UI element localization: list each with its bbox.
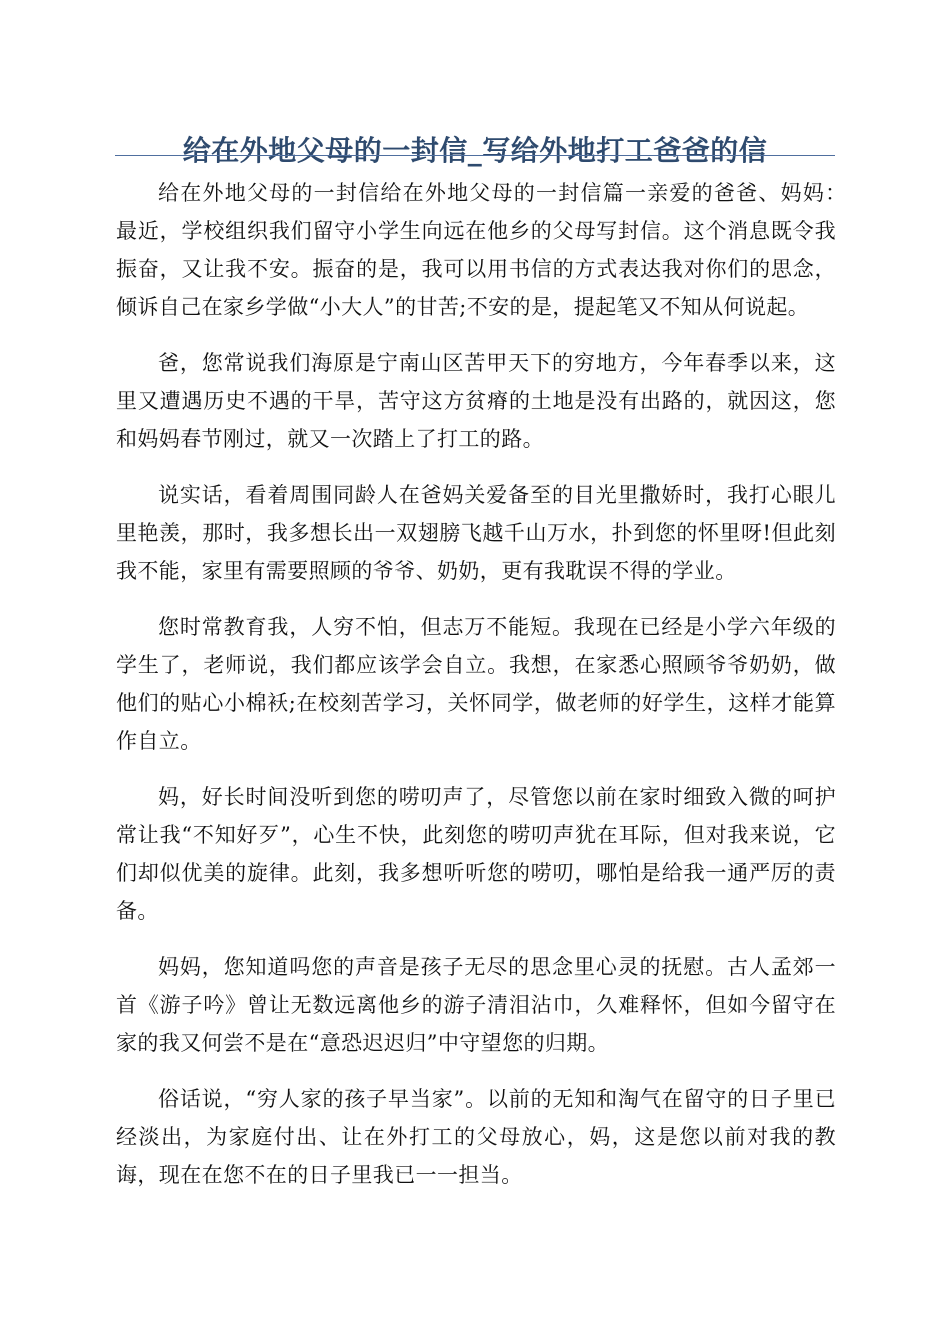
document-body [116,174,858,1212]
paragraph: 爸，您常说我们海原是宁南山区苦甲天下的穷地方，今年春季以来，这里又遭遇历史不遇的干旱，苦守这方贫瘠的土地是没有出路的，就因这，您和妈妈春节刚过，就又一次踏上了打工的路。 [116,351,836,451]
document-title: 给在外地父母的一封信_写给外地打工爸爸的信 [182,133,768,167]
paragraph: 您时常教育我，人穷不怕，但志万不能短。我现在已经是小学六年级的学生了，老师说，我们都应该学会自立。我想，在家悉心照顾爷爷奶奶，做他们的贴心小棉袄;在校刻苦学习，关怀同学，做老师的好学生，这样才能算作自立。 [116,615,836,753]
paragraph: 妈妈，您知道吗您的声音是孩子无尽的思念里心灵的抚慰。古人孟郊一首《游子吟》曾让无数远离他乡的游子清泪沾巾，久难释怀，但如今留守在家的我又何尝不是在“意恐迟迟归”中守望您的归期。 [116,955,836,1055]
paragraph: 给在外地父母的一封信给在外地父母的一封信篇一亲爱的爸爸、妈妈： 最近，学校组织我们留守小学生向远在他乡的父母写封信。这个消息既令我振奋，又让我不安。振奋的是，我可以用书信的方式表达我对你们的思念，倾诉自己在家乡学做“小大人”的甘苦;不安的是，提起笔又不知从何说起。 [116,181,858,319]
paragraph: 妈，好长时间没听到您的唠叨声了，尽管您以前在家时细致入微的呵护常让我“不知好歹”，心生不快，此刻您的唠叨声犹在耳际，但对我来说，它们却似优美的旋律。此刻，我多想听听您的唠叨，哪怕是给我一通严厉的责备。 [116,785,836,923]
paragraph: 俗话说，“穷人家的孩子早当家”。以前的无知和淘气在留守的日子里已经淡出，为家庭付出、让在外打工的父母放心，妈，这是您以前对我的教诲，现在在您不在的日子里我已一一担当。 [116,1087,836,1187]
title-underline [115,155,835,156]
paragraph: 说实话，看着周围同龄人在爸妈关爱备至的目光里撒娇时，我打心眼儿里艳羡，那时，我多想长出一双翅膀飞越千山万水，扑到您的怀里呀!但此刻我不能，家里有需要照顾的爷爷、奶奶，更有我耽误不得的学业。 [116,483,836,583]
